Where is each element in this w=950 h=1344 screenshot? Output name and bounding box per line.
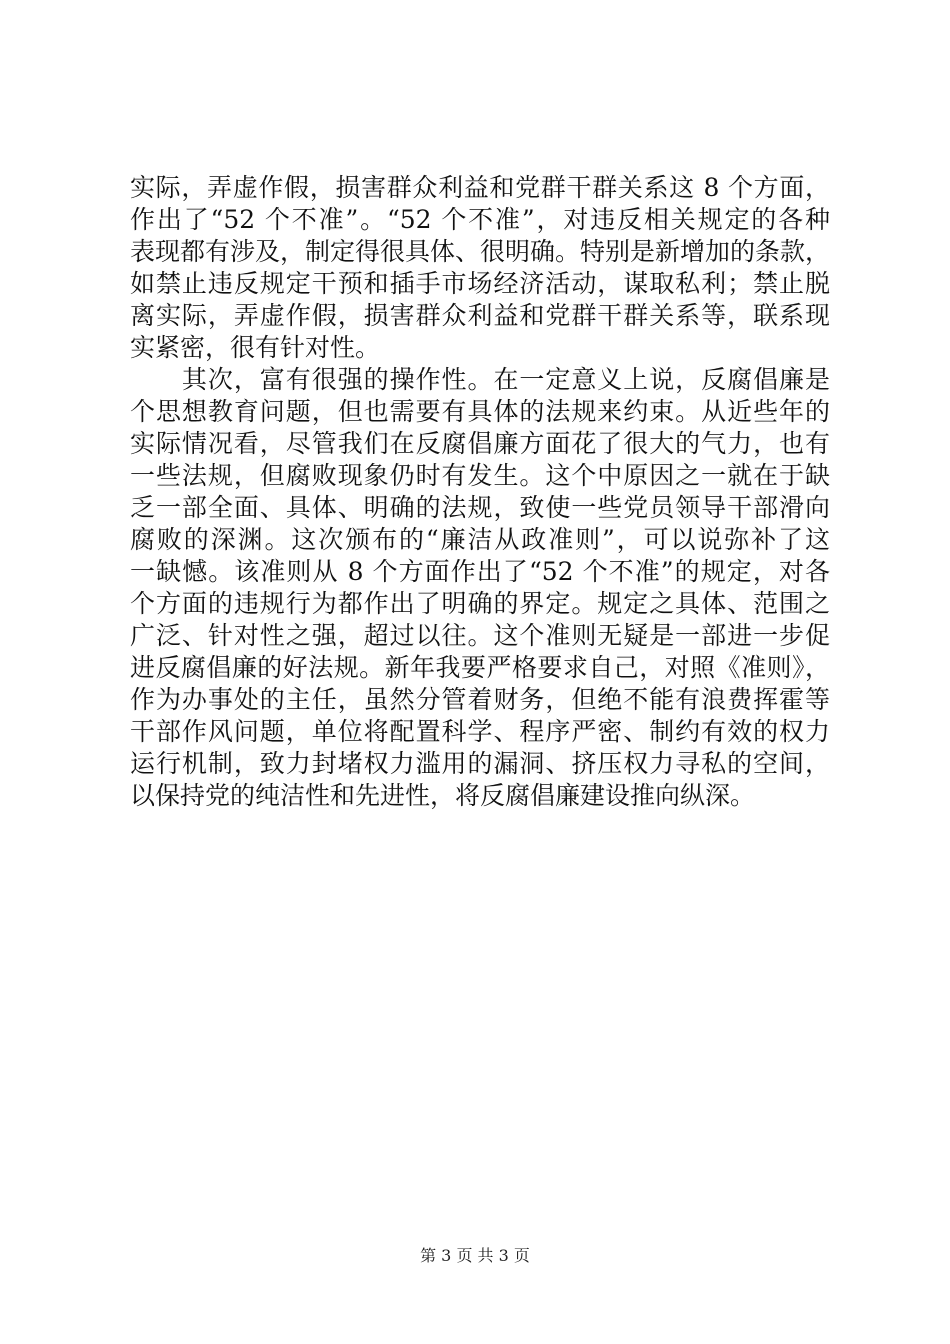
- text-line: 表现都有涉及，制定得很具体、很明确。特别是新增加的条款，: [130, 237, 831, 266]
- text-line: 运行机制，致力封堵权力滥用的漏洞、挤压权力寻私的空间，: [130, 749, 830, 778]
- text-line: 个思想教育问题，但也需要有具体的法规来约束。从近些年的: [130, 397, 830, 426]
- page-footer: 第 3 页 共 3 页: [420, 1246, 530, 1265]
- text-line: 一些法规，但腐败现象仍时有发生。这个中原因之一就在于缺: [130, 461, 830, 490]
- body-text: [130, 172, 830, 812]
- text-line: 如禁止违反规定干预和插手市场经济活动，谋取私利；禁止脱: [130, 269, 830, 298]
- text-line: 一缺憾。该准则从 8 个方面作出了“52 个不准”的规定，对各: [130, 557, 830, 586]
- text-line: 实际，弄虚作假，损害群众利益和党群干群关系这 8 个方面，: [130, 173, 830, 202]
- text-line: 干部作风问题，单位将配置科学、程序严密、制约有效的权力: [130, 717, 830, 746]
- text-line: 广泛、针对性之强，超过以往。这个准则无疑是一部进一步促: [130, 621, 830, 650]
- text-line: 乏一部全面、具体、明确的法规，致使一些党员领导干部滑向: [130, 493, 830, 522]
- text-line: 个方面的违规行为都作出了明确的界定。规定之具体、范围之: [130, 589, 830, 618]
- text-line: 离实际，弄虚作假，损害群众利益和党群干群关系等，联系现: [130, 301, 830, 330]
- text-line: 实际情况看，尽管我们在反腐倡廉方面花了很大的气力，也有: [130, 429, 830, 458]
- text-line: 作为办事处的主任，虽然分管着财务，但绝不能有浪费挥霍等: [130, 685, 830, 714]
- text-line: 作出了“52 个不准”。“52 个不准”，对违反相关规定的各种: [130, 205, 830, 234]
- text-line: 腐败的深渊。这次颁布的“廉洁从政准则”，可以说弥补了这: [130, 525, 830, 554]
- text-line: 实紧密，很有针对性。: [130, 333, 381, 362]
- text-line: 进反腐倡廉的好法规。新年我要严格要求自己，对照《准则》，: [130, 653, 830, 682]
- text-line: 以保持党的纯洁性和先进性，将反腐倡廉建设推向纵深。: [130, 781, 756, 810]
- text-line: 其次，富有很强的操作性。在一定意义上说，反腐倡廉是: [130, 365, 830, 394]
